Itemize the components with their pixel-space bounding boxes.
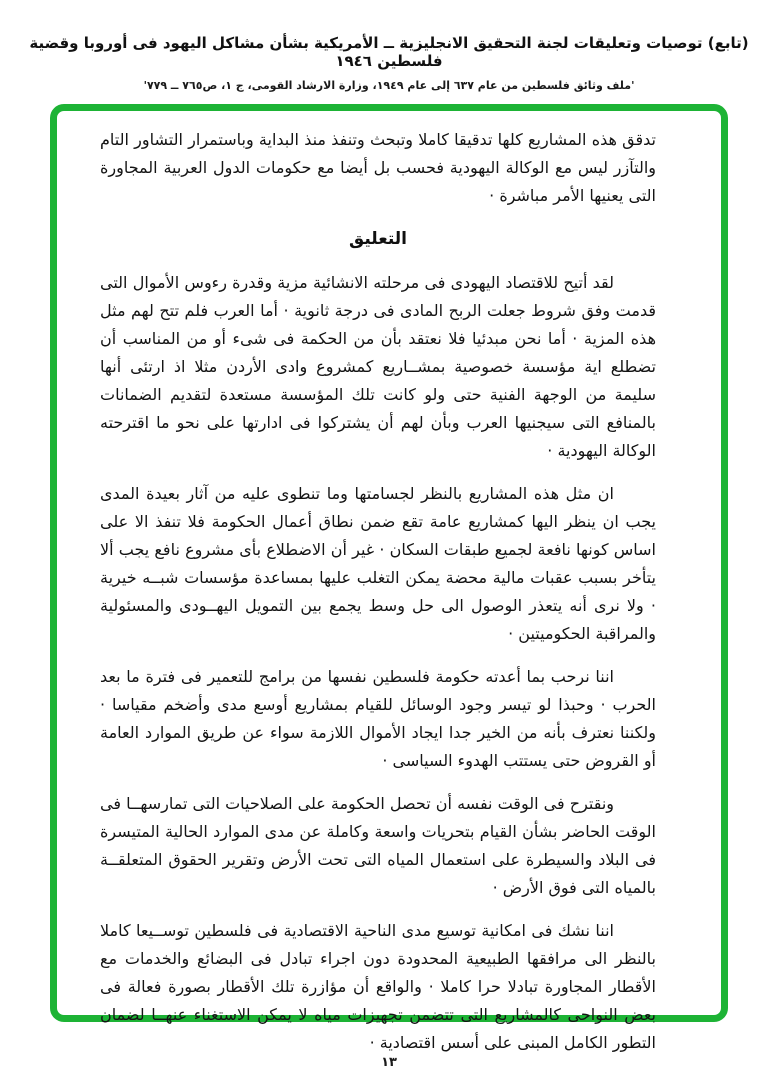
document-body bbox=[100, 126, 656, 1072]
body-paragraph: تدقق هذه المشاريع كلها تدقيقا كاملا وتبحث وتنفذ منذ البداية وباستمرار التشاور التام والتآزر ليس مع الوكالة اليهودية فحسب بل أيضا مع حكومات الدول العربية المجاورة التى يعنيها الأمر مباشرة · bbox=[100, 130, 656, 205]
document-source-citation: 'ملف وثائق فلسطين من عام ٦٣٧ إلى عام ١٩٤٩، وزارة الارشاد القومى، ج ١، ص٧٦٥ ــ ٧٧٩' bbox=[143, 79, 635, 92]
document-title: (تابع) توصيات وتعليقات لجنة التحقيق الانجليزية ــ الأمريكية بشأن مشاكل اليهود فى أوروبا وقضية فلسطين ١٩٤٦ bbox=[29, 34, 749, 70]
body-paragraph: ونقترح فى الوقت نفسه أن تحصل الحكومة على الصلاحيات التى تمارسهــا فى الوقت الحاضر بشأن القيام بتحريات واسعة وكاملة عن مدى الموارد الحالية المتيسرة فى البلاد والسيطرة على استعمال المياه التى تحت الأرض وتقرير الحقوق المتعلقــة بالمياه التى فوق الأرض · bbox=[100, 794, 656, 897]
section-heading: التعليق bbox=[349, 229, 407, 249]
page-header bbox=[0, 34, 778, 92]
page-footer bbox=[0, 1051, 778, 1070]
body-paragraph: اننا نرحب بما أعدته حكومة فلسطين نفسها من برامج للتعمير فى فترة ما بعد الحرب · وحبذا لو تيسر وجود الوسائل للقيام بمشاريع أوسع مدى وأضخم مقياسا · ولكننا نعترف بأنه من الخير جدا ايجاد الأموال اللازمة سواء عن طريق الموارد العامة أو القروض حتى يستتب الهدوء السياسى · bbox=[100, 667, 656, 770]
page-number: ١٣ bbox=[381, 1055, 397, 1070]
body-paragraph: لقد أتيح للاقتصاد اليهودى فى مرحلته الانشائية مزية وقدرة رءوس الأموال التى قدمت وفق شروط جعلت الربح المادى فى درجة ثانوية · أما العرب فلم تتح لهم مثل هذه المزية · أما نحن مبدئيا فلا نعتقد بأن من الحكمة فى شىء أو من المناسب أن تضطلع اية مؤسسة خصوصية بمشــاريع كمشروع وادى الأردن مثلا اذ ارتئى أنها سليمة من الوجهة الفنية حتى ولو كانت تلك المؤسسة مستعدة لتقديم الضمانات بالمنافع التى سيجنيها العرب وبأن لهم أن يشتركوا فى ادارتها على نحو ما اقترحته الوكالة اليهودية · bbox=[100, 273, 656, 460]
body-paragraph: ان مثل هذه المشاريع بالنظر لجسامتها وما تنطوى عليه من آثار بعيدة المدى يجب ان ينظر اليها كمشاريع عامة تقع ضمن نطاق أعمال الحكومة فلا تنفذ الا على اساس كونها نافعة لجميع طبقات السكان · غير أن الاضطلاع بأى مشروع نافع يجب ألا يتأخر بسبب عقبات مالية محضة يمكن التغلب عليها بمساعدة مؤسسات شبــه خيرية · ولا نرى أنه يتعذر الوصول الى حل وسط يجمع بين التمويل اليهــودى والمسئولية والمراقبة الحكوميتين · bbox=[100, 484, 656, 643]
body-paragraph: اننا نشك فى امكانية توسيع مدى الناحية الاقتصادية فى فلسطين توســيعا كاملا بالنظر الى مرافقها الطبيعية المحدودة دون اجراء تبادل فى البضائع والخدمات مع الأقطار المجاورة تبادلا حرا كاملا · والواقع أن مؤازرة تلك الأقطار بصورة فعالة فى بعض النواحى كالمشاريع التى تتضمن تجهيزات مياه لا يمكن الاستغناء عنهــا لضمان التطور الكامل المبنى على أسس اقتصادية · bbox=[100, 921, 656, 1052]
